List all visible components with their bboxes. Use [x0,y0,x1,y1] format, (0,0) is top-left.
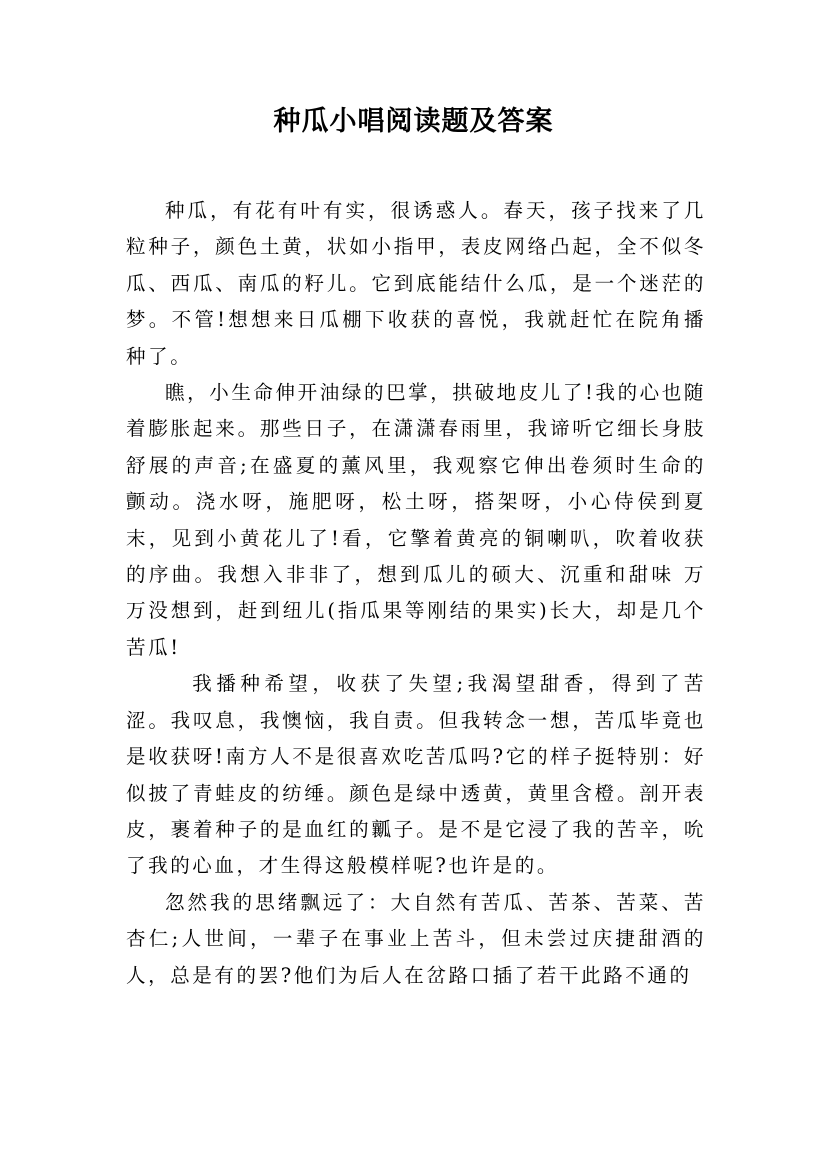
paragraph: 瞧，小生命伸开油绿的巴掌，拱破地皮儿了!我的心也随着膨胀起来。那些日子，在潇潇春雨里，我谛听它细长身肢舒展的声音;在盛夏的薰风里，我观察它伸出卷须时生命的颤动。浇水呀，施肥呀，松土呀，搭架呀，小心侍侯到夏末，见到小黄花儿了!看，它擎着黄亮的铜喇叭，吹着收获的序曲。我想入非非了，想到瓜儿的硕大、沉重和甜味 万万没想到，赶到纽儿(指瓜果等刚结的果实)长大，却是几个苦瓜! [126,381,706,659]
document-title: 种瓜小唱阅读题及答案 [273,106,554,137]
paragraph: 忽然我的思绪飘远了：大自然有苦瓜、苦茶、苦菜、苦杏仁;人世间，一辈子在事业上苦斗，但未尝过庆捷甜酒的人，总是有的罢?他们为后人在岔路口插了若干此路不通的 [126,890,706,987]
paragraph: 种瓜，有花有叶有实，很诱惑人。春天，孩子找来了几粒种子，颜色土黄，状如小指甲，表皮网络凸起，全不似冬瓜、西瓜、南瓜的籽儿。它到底能结什么瓜，是一个迷茫的梦。不管!想想来日瓜棚下收获的喜悦，我就赶忙在院角播种了。 [126,199,706,368]
document-body [126,193,706,994]
paragraph: 我播种希望，收获了失望;我渴望甜香，得到了苦涩。我叹息，我懊恼，我自责。但我转念一想，苦瓜毕竟也是收获呀!南方人不是很喜欢吃苦瓜吗?它的样子挺特别：好似披了青蛙皮的纺缍。颜色是绿中透黄，黄里含橙。剖开表皮，裹着种子的是血红的瓤子。是不是它浸了我的苦辛，吮了我的心血，才生得这般模样呢?也许是的。 [126,672,706,878]
